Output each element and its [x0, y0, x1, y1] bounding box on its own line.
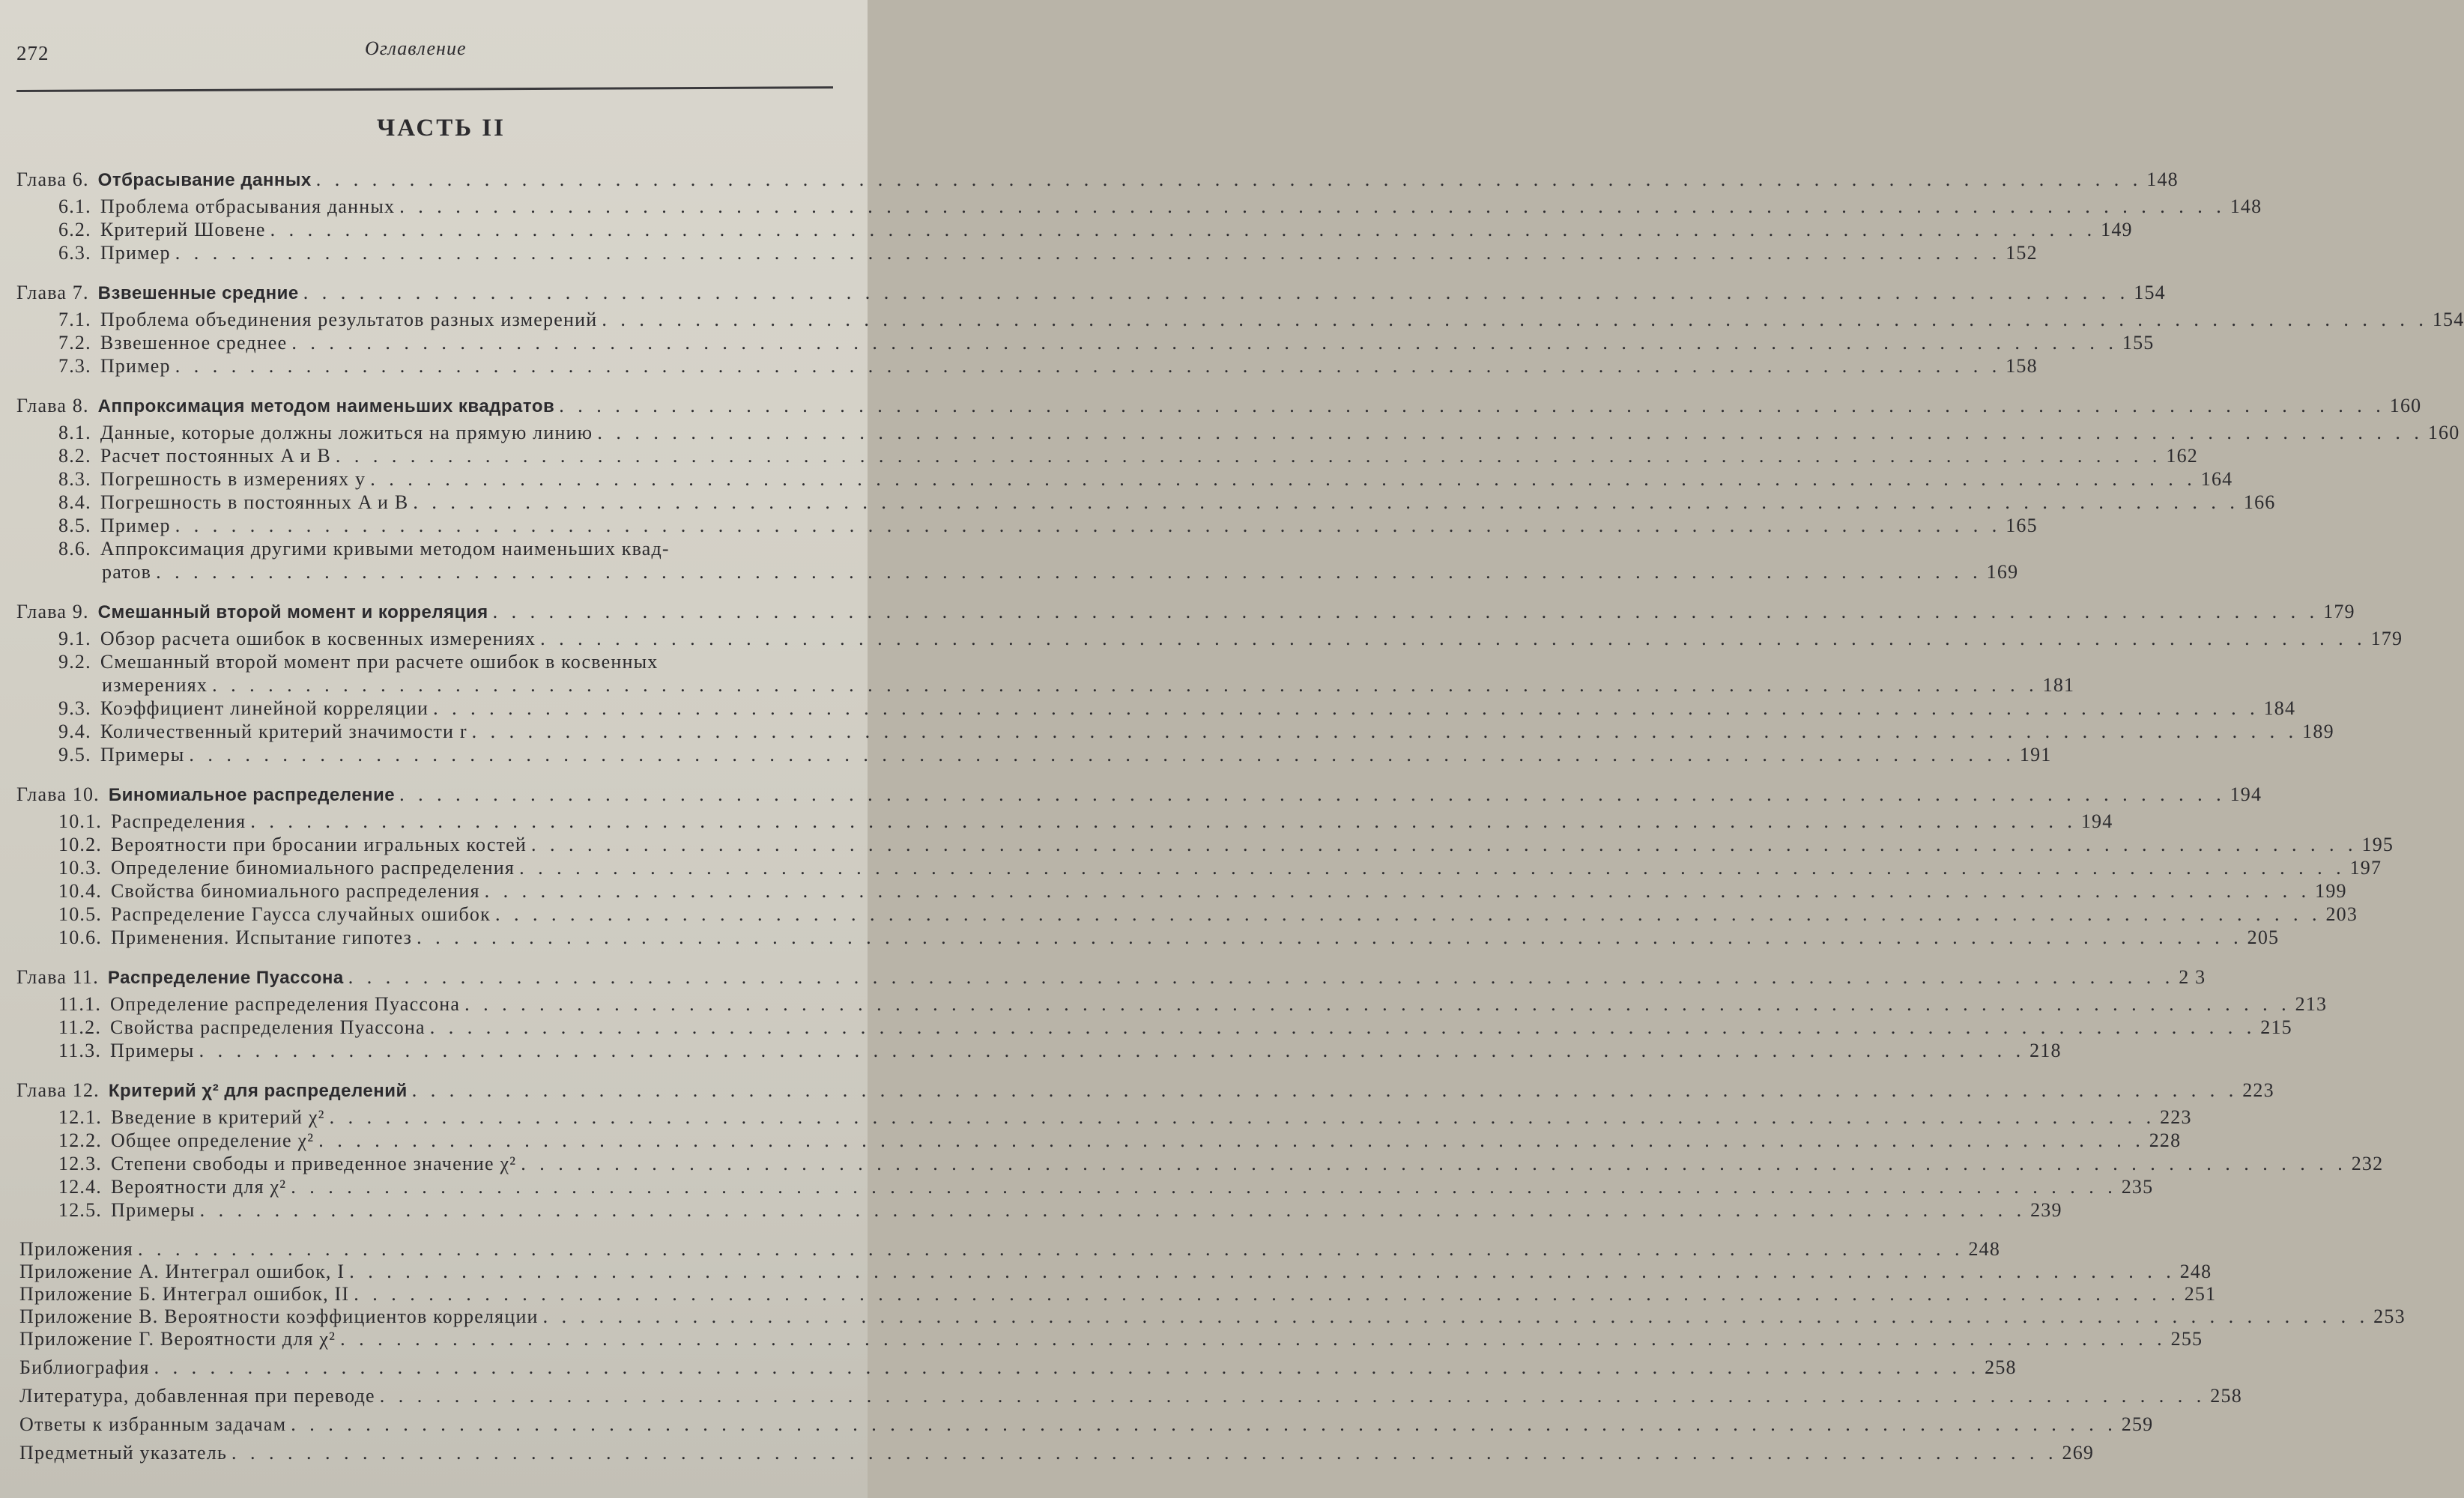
section-entry[interactable] — [16, 879, 2347, 903]
chapter-title: Отбрасывание данных — [97, 170, 312, 190]
dot-leader — [175, 241, 2002, 264]
entry-title: Предметный указатель — [19, 1442, 228, 1464]
entry-page: 248 — [1968, 1238, 2001, 1260]
section-entry[interactable] — [16, 903, 2358, 926]
entry-title: Примеры — [111, 1199, 196, 1221]
entry-number: 9.4. — [58, 721, 91, 742]
chapter-block — [16, 600, 2403, 766]
section-entry[interactable] — [16, 514, 2038, 537]
dot-leader — [291, 1175, 2117, 1198]
chapter-block — [16, 281, 2464, 377]
section-entry[interactable] — [16, 467, 2233, 491]
chapter-title: Взвешенные средние — [97, 283, 299, 303]
dot-leader — [291, 331, 2118, 354]
section-entry-continuation[interactable] — [16, 673, 2075, 697]
dot-leader — [521, 1152, 2347, 1175]
chapter-block — [16, 1079, 2384, 1222]
entry-title: Введение в критерий χ² — [111, 1106, 325, 1128]
section-entry[interactable] — [16, 833, 2394, 856]
entry-title: Распределения — [111, 810, 246, 832]
chapter-entry[interactable] — [16, 600, 2355, 624]
dot-leader — [597, 421, 2424, 444]
entry-title: Смешанный второй момент при расчете ошибок в косвенных — [100, 651, 659, 673]
entry-page: 166 — [2243, 491, 2276, 513]
entry-title — [108, 965, 344, 989]
entry-number: 9.1. — [58, 628, 91, 649]
entry-page: 194 — [2230, 783, 2262, 805]
entry-page: 148 — [2230, 195, 2262, 217]
entry-page: 253 — [2373, 1306, 2406, 1327]
entry-title: Библиография — [19, 1356, 150, 1378]
dot-leader — [231, 1442, 2058, 1464]
entry-page: 205 — [2247, 927, 2280, 948]
section-entry[interactable] — [16, 926, 2280, 949]
chapter-entry[interactable] — [16, 1079, 2274, 1103]
section-entry[interactable] — [16, 810, 2113, 833]
chapter-title: Аппроксимация методом наименьших квадратов — [97, 396, 555, 416]
dot-leader — [199, 1039, 2026, 1062]
entry-page: 189 — [2302, 721, 2334, 742]
entry-number: 10.4. — [58, 880, 102, 902]
entry-page: 218 — [2029, 1040, 2062, 1061]
dot-leader — [340, 1328, 2167, 1350]
entry-title: Погрешность в постоянных A и B — [100, 491, 409, 513]
entry-title — [98, 281, 299, 305]
section-entry[interactable] — [16, 627, 2403, 650]
dot-leader — [200, 1198, 2026, 1222]
entry-number: 11.1. — [58, 993, 102, 1015]
entry-number: Глава 11. — [16, 966, 99, 988]
entry-title: измерениях — [102, 674, 208, 696]
dot-leader — [154, 1356, 1981, 1379]
dot-leader — [412, 1079, 2239, 1102]
entry-title: Вероятности при бросании игральных костей — [111, 834, 527, 855]
entry-title: Взвешенное среднее — [100, 332, 288, 354]
part-title: ЧАСТЬ II — [376, 115, 506, 142]
entry-number: 7.1. — [58, 309, 91, 330]
entry-number: 7.3. — [58, 355, 91, 377]
section-entry[interactable] — [16, 421, 2460, 444]
section-entry[interactable] — [16, 743, 2052, 766]
entry-number: 12.2. — [58, 1129, 102, 1151]
entry-number: Глава 10. — [16, 783, 100, 805]
entry-page: 2 3 — [2179, 966, 2206, 988]
entry-page: 255 — [2170, 1328, 2203, 1350]
entry-page: 248 — [2179, 1261, 2212, 1282]
entry-number: 6.2. — [58, 219, 91, 240]
entry-page: 194 — [2080, 810, 2113, 832]
entry-number: 8.4. — [58, 491, 91, 513]
entry-number: 11.2. — [58, 1016, 102, 1038]
entry-page: 152 — [2006, 242, 2038, 264]
entry-title: Проблема отбрасывания данных — [100, 195, 396, 217]
chapter-block — [16, 168, 2262, 264]
dot-leader — [212, 673, 2038, 697]
section-entry-first-line[interactable] — [16, 650, 837, 673]
entry-title: Приложение Г. Вероятности для χ² — [19, 1328, 336, 1350]
back-matter-entry[interactable] — [16, 1385, 2242, 1407]
back-matter-entry[interactable] — [16, 1328, 2203, 1350]
entry-page: 235 — [2121, 1176, 2154, 1198]
entry-number: 10.1. — [58, 810, 102, 832]
section-entry[interactable] — [16, 308, 2464, 331]
section-entry[interactable] — [16, 331, 2155, 354]
entry-page: 213 — [2295, 993, 2328, 1015]
section-entry[interactable] — [16, 1039, 2062, 1062]
entry-number: 12.3. — [58, 1153, 102, 1174]
dot-leader — [399, 783, 2226, 806]
section-entry[interactable] — [16, 697, 2296, 720]
entry-title: Погрешность в измерениях y — [100, 468, 366, 490]
section-entry[interactable] — [16, 992, 2328, 1016]
dot-leader — [138, 1238, 1964, 1261]
entry-page: 155 — [2122, 332, 2155, 354]
entry-title: Данные, которые должны ложиться на прямую линию — [100, 422, 593, 443]
dot-leader — [413, 491, 2239, 514]
dot-leader — [175, 514, 2002, 537]
dot-leader — [399, 195, 2226, 218]
dot-leader — [519, 856, 2346, 879]
entry-page: 179 — [2370, 628, 2403, 649]
entry-page: 197 — [2349, 857, 2382, 879]
chapter-entry[interactable] — [16, 281, 2166, 305]
entry-number: 8.5. — [58, 515, 91, 536]
dot-leader — [318, 1129, 2145, 1152]
section-entry[interactable] — [16, 218, 2133, 241]
dot-leader — [316, 168, 2143, 191]
entry-page: 160 — [2427, 422, 2460, 443]
dot-leader — [430, 1016, 2256, 1039]
entry-number: 8.1. — [58, 422, 91, 443]
entry-page: 258 — [1985, 1356, 2017, 1378]
section-entry[interactable] — [16, 1106, 2192, 1129]
chapter-entry[interactable] — [16, 168, 2179, 192]
back-matter-entry[interactable] — [16, 1356, 2017, 1379]
entry-page: 158 — [2006, 355, 2038, 377]
dot-leader — [303, 281, 2130, 304]
entry-page: 223 — [2242, 1079, 2274, 1101]
back-matter-entry[interactable] — [16, 1413, 2154, 1436]
chapter-entry[interactable] — [16, 783, 2262, 807]
entry-number: 8.3. — [58, 468, 91, 490]
entry-page: 228 — [2149, 1129, 2182, 1151]
entry-page: 148 — [2146, 169, 2179, 190]
section-entry[interactable] — [16, 354, 2038, 377]
section-entry[interactable] — [16, 444, 2198, 467]
entry-number: 10.5. — [58, 903, 102, 925]
entry-number: 12.4. — [58, 1176, 102, 1198]
dot-leader — [370, 467, 2197, 491]
entry-title: Приложение А. Интеграл ошибок, I — [19, 1261, 345, 1282]
dot-leader — [531, 833, 2358, 856]
section-entry[interactable] — [16, 1016, 2292, 1039]
dot-leader — [330, 1106, 2156, 1129]
dot-leader — [493, 600, 2319, 623]
dot-leader — [250, 810, 2077, 833]
entry-title: Свойства распределения Пуассона — [110, 1016, 426, 1038]
entry-page: 215 — [2260, 1016, 2292, 1038]
entry-title: Коэффициент линейной корреляции — [100, 697, 429, 719]
chapter-block — [16, 965, 2328, 1062]
entry-title — [98, 600, 488, 624]
entry-page: 239 — [2030, 1199, 2062, 1221]
entry-number: Глава 8. — [16, 395, 89, 416]
entry-number: 10.6. — [58, 927, 102, 948]
entry-number: 10.3. — [58, 857, 102, 879]
entry-title: Пример — [100, 242, 171, 264]
entry-title: Приложение Б. Интеграл ошибок, II — [19, 1283, 350, 1305]
dot-leader — [495, 903, 2322, 926]
entry-page: 154 — [2432, 309, 2464, 330]
page-number: 272 — [16, 42, 49, 64]
entry-page: 165 — [2006, 515, 2038, 536]
dot-leader — [291, 1413, 2117, 1436]
entry-title: Критерий Шовене — [100, 219, 266, 240]
entry-page: 160 — [2389, 395, 2422, 416]
back-matter-entry[interactable] — [16, 1261, 2212, 1283]
header-rule — [16, 86, 833, 92]
dot-leader — [543, 1306, 2370, 1328]
entry-page: 179 — [2323, 601, 2355, 622]
back-matter-entry[interactable] — [16, 1238, 2001, 1261]
entry-page: 251 — [2184, 1283, 2217, 1305]
dot-leader — [354, 1283, 2180, 1306]
entry-title — [98, 168, 312, 192]
entry-page: 154 — [2134, 282, 2166, 303]
dot-leader — [175, 354, 2002, 377]
chapter-block — [16, 783, 2394, 949]
entry-page: 199 — [2315, 880, 2347, 902]
running-title: Оглавление — [365, 37, 467, 59]
chapter-title: Распределение Пуассона — [107, 968, 344, 988]
entry-title: Пример — [100, 355, 171, 377]
entry-page: 195 — [2361, 834, 2394, 855]
entry-number: 8.6. — [58, 538, 91, 560]
entry-title — [109, 1079, 408, 1103]
dot-leader — [472, 720, 2298, 743]
section-entry-first-line[interactable] — [16, 537, 837, 560]
entry-number: 6.1. — [58, 195, 91, 217]
entry-title: Применения. Испытание гипотез — [111, 927, 413, 948]
entry-title: Приложения — [19, 1238, 133, 1260]
dot-leader — [559, 394, 2385, 417]
back-matter-entry[interactable] — [16, 1306, 2406, 1328]
entry-title: Литература, добавленная при переводе — [19, 1385, 375, 1407]
entry-number: 11.3. — [58, 1040, 102, 1061]
section-entry[interactable] — [16, 856, 2382, 879]
entry-title: Вероятности для χ² — [111, 1176, 287, 1198]
entry-number: 8.2. — [58, 445, 91, 467]
dot-leader — [380, 1385, 2206, 1407]
dot-leader — [540, 627, 2367, 650]
dot-leader — [433, 697, 2259, 720]
entry-number: Глава 7. — [16, 282, 89, 303]
entry-number: 9.2. — [58, 651, 91, 673]
chapter-title: Критерий χ² для распределений — [108, 1081, 408, 1101]
entry-number: 7.2. — [58, 332, 91, 354]
entry-number: 6.3. — [58, 242, 91, 264]
entry-number: 9.5. — [58, 744, 91, 765]
entry-title: Проблема объединения результатов разных измерений — [100, 309, 598, 330]
entry-title: Степени свободы и приведенное значение χ² — [111, 1153, 517, 1174]
entry-title: Определение биномиального распределения — [111, 857, 515, 879]
chapter-title: Биномиальное распределение — [108, 785, 396, 805]
section-entry-continuation[interactable] — [16, 560, 2019, 583]
entry-title: Определение распределения Пуассона — [110, 993, 461, 1015]
section-entry[interactable] — [16, 491, 2276, 514]
dot-leader — [417, 926, 2243, 949]
chapter-title: Смешанный второй момент и корреляция — [97, 602, 488, 622]
entry-number: Глава 12. — [16, 1079, 100, 1101]
section-entry[interactable] — [16, 195, 2262, 218]
entry-page: 232 — [2351, 1153, 2384, 1174]
entry-title: Пример — [100, 515, 171, 536]
entry-title: Свойства биномиального распределения — [111, 880, 480, 902]
section-entry[interactable] — [16, 241, 2038, 264]
dot-leader — [189, 743, 2015, 766]
section-entry[interactable] — [16, 720, 2334, 743]
section-entry[interactable] — [16, 1198, 2062, 1222]
dot-leader — [349, 1261, 2176, 1283]
entry-title: Примеры — [100, 744, 185, 765]
back-matter — [16, 1238, 2406, 1464]
dot-leader — [270, 218, 2097, 241]
back-matter-entry[interactable] — [16, 1283, 2217, 1306]
entry-page: 162 — [2166, 445, 2198, 467]
entry-page: 164 — [2200, 468, 2233, 490]
entry-title — [98, 394, 555, 418]
entry-page: 169 — [1986, 561, 2019, 583]
entry-title: Приложение В. Вероятности коэффициентов корреляции — [19, 1306, 539, 1327]
entry-number: Глава 9. — [16, 601, 89, 622]
dot-leader — [464, 992, 2291, 1016]
entry-title — [109, 783, 395, 807]
entry-title: Общее определение χ² — [111, 1129, 315, 1151]
chapter-entry[interactable] — [16, 965, 2206, 989]
entry-title: Расчет постоянных A и B — [100, 445, 331, 467]
entry-number: Глава 6. — [16, 169, 89, 190]
entry-title: Примеры — [110, 1040, 195, 1061]
entry-page: 258 — [2210, 1385, 2242, 1407]
entry-title: Ответы к избранным задачам — [19, 1413, 287, 1435]
dot-leader — [156, 560, 1982, 583]
section-entry[interactable] — [16, 1129, 2182, 1152]
entry-page: 223 — [2160, 1106, 2192, 1128]
entry-number: 9.3. — [58, 697, 91, 719]
dot-leader — [336, 444, 2162, 467]
entry-number: 10.2. — [58, 834, 102, 855]
entry-page: 203 — [2325, 903, 2358, 925]
chapter-block — [16, 394, 2460, 583]
dot-leader — [602, 308, 2428, 331]
chapter-entry[interactable] — [16, 394, 2422, 418]
entry-number: 12.5. — [58, 1199, 102, 1221]
entry-page: 184 — [2263, 697, 2296, 719]
section-entry[interactable] — [16, 1175, 2154, 1198]
table-of-contents — [16, 168, 2464, 1464]
entry-title: Распределение Гаусса случайных ошибок — [111, 903, 491, 925]
entry-title: Аппроксимация другими кривыми методом наименьших квад- — [100, 538, 670, 560]
entry-page: 191 — [2019, 744, 2052, 765]
running-head — [16, 37, 836, 67]
dot-leader — [485, 879, 2311, 903]
entry-page: 181 — [2042, 674, 2075, 696]
entry-page: 259 — [2121, 1413, 2154, 1435]
entry-number: 12.1. — [58, 1106, 102, 1128]
back-matter-entry[interactable] — [16, 1442, 2095, 1464]
section-entry[interactable] — [16, 1152, 2384, 1175]
entry-title: Обзор расчета ошибок в косвенных измерениях — [100, 628, 536, 649]
entry-title: Количественный критерий значимости r — [100, 721, 467, 742]
entry-page: 149 — [2101, 219, 2133, 240]
dot-leader — [348, 965, 2175, 989]
entry-page: 269 — [2062, 1442, 2095, 1464]
entry-title: ратов — [102, 561, 152, 583]
